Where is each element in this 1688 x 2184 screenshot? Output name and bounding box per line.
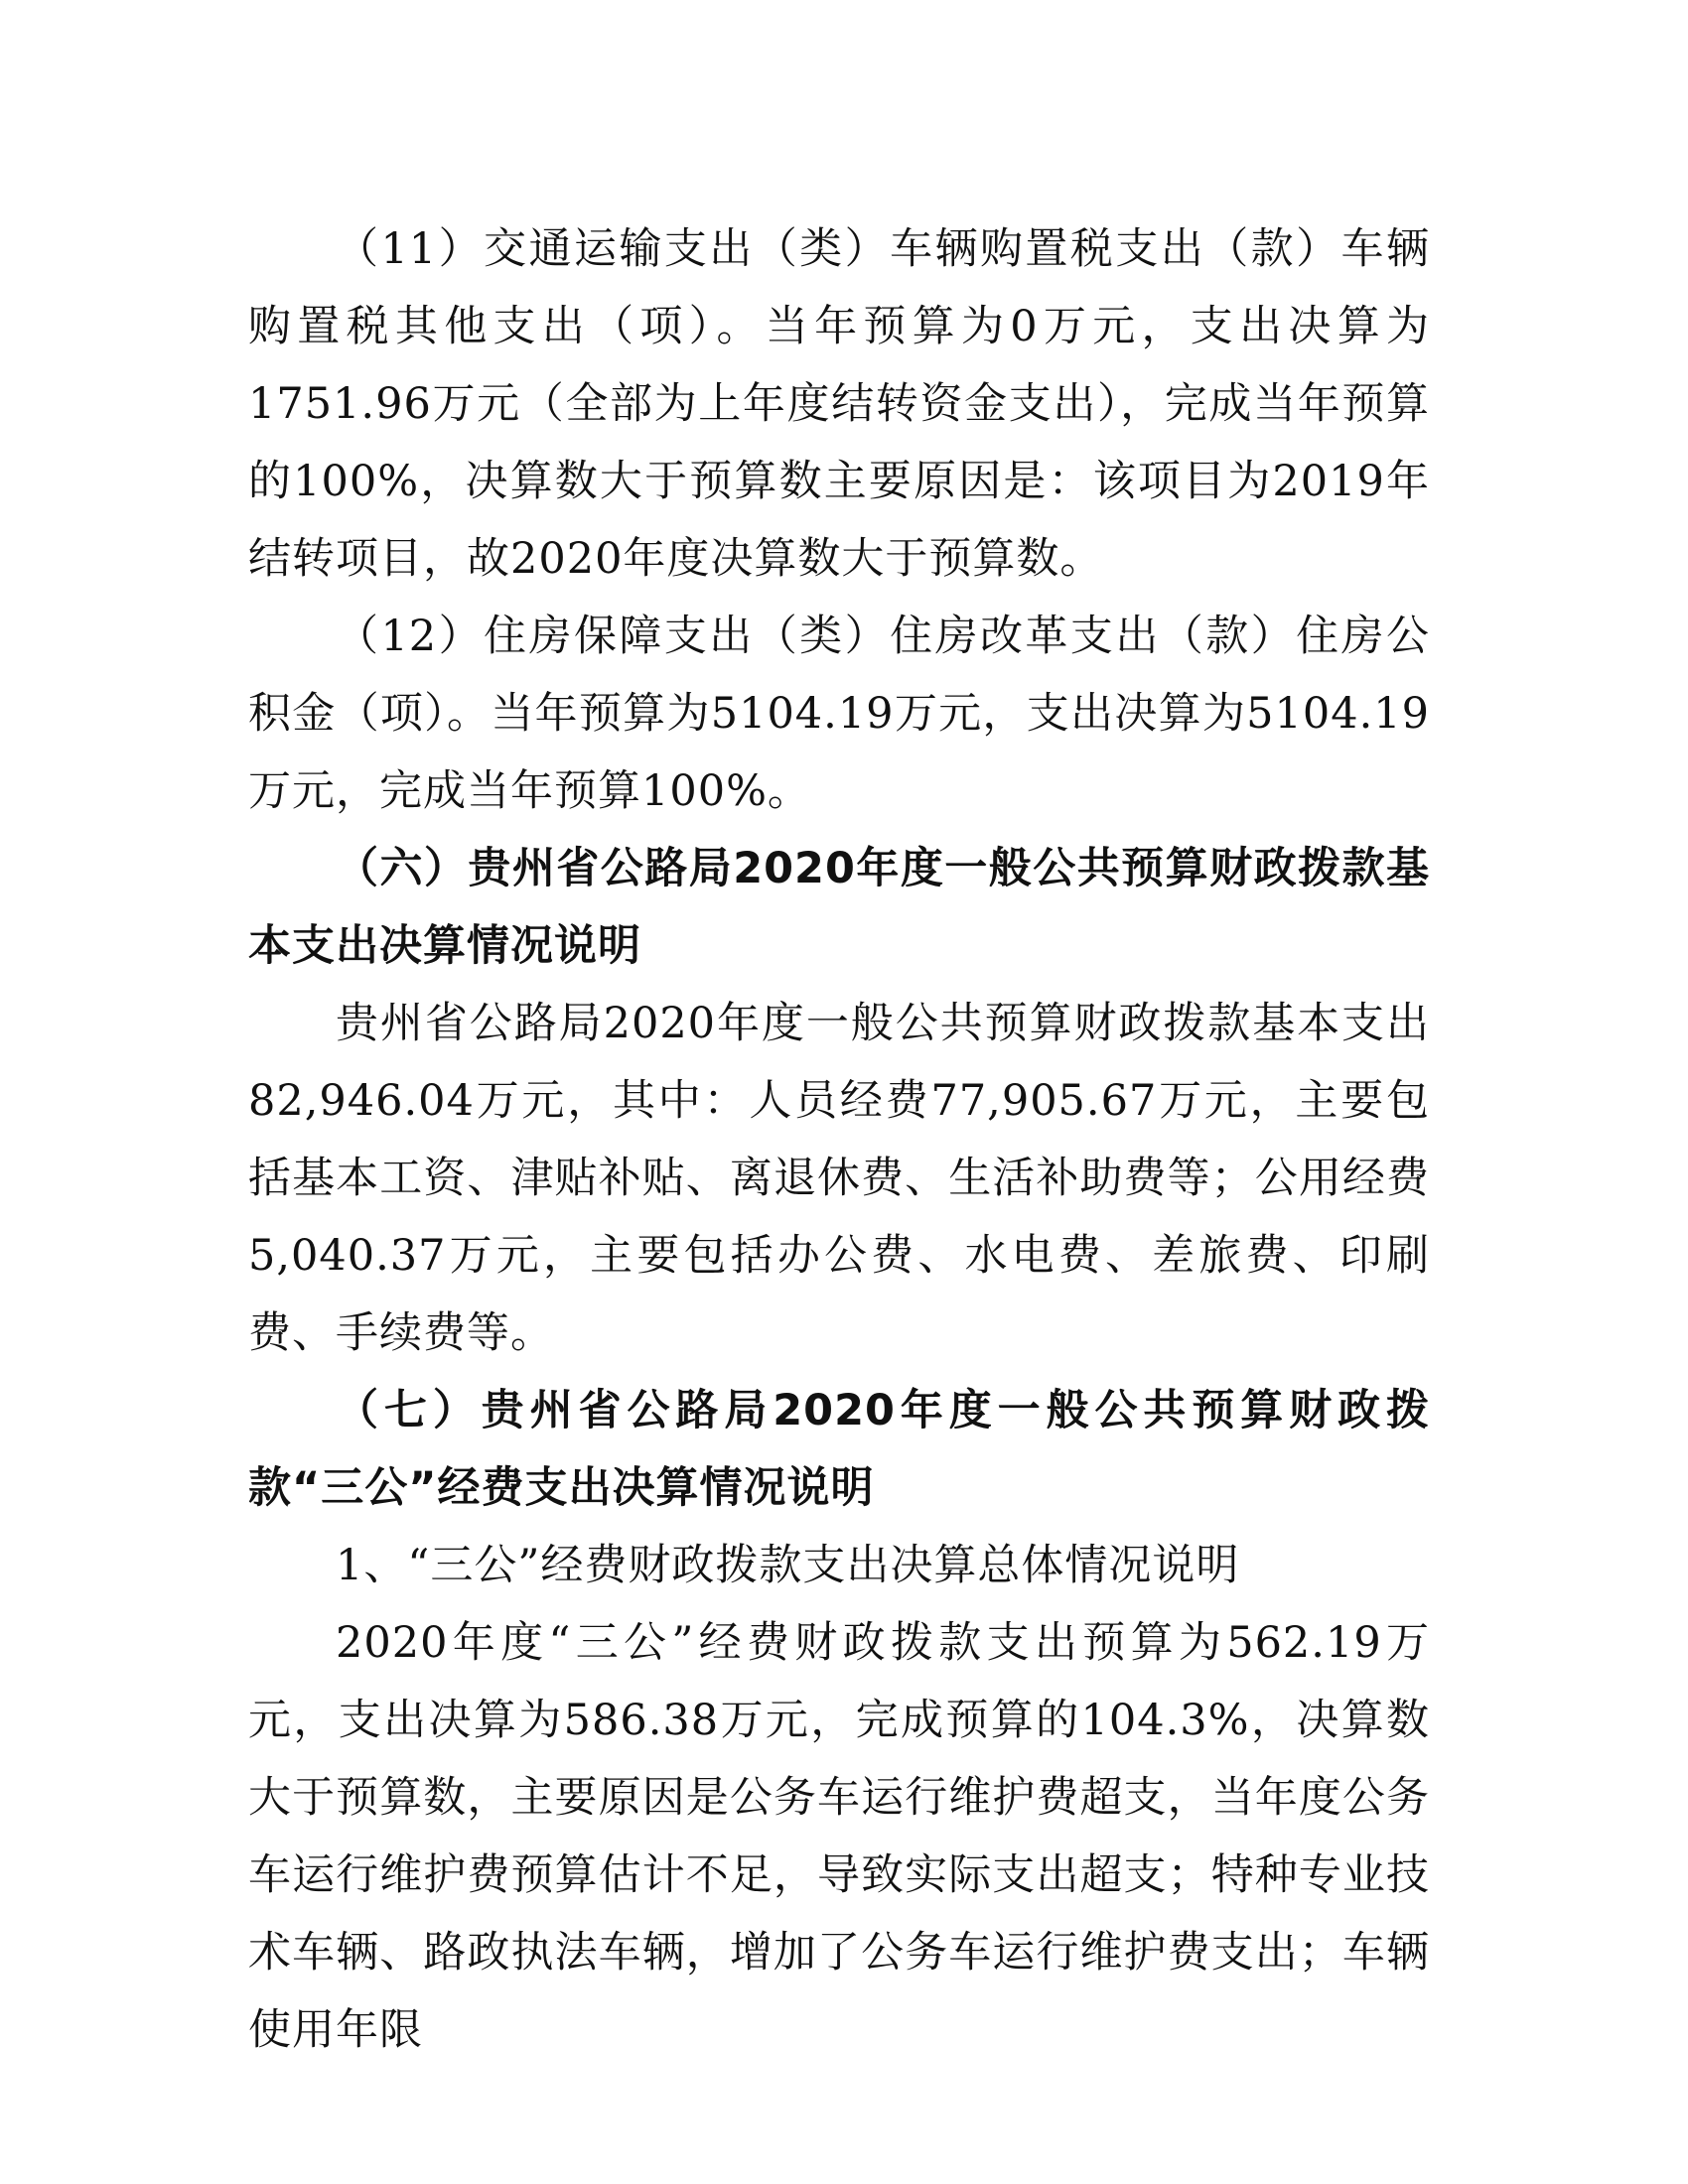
- subheading-three-public-overview: 1、“三公”经费财政拨款支出决算总体情况说明: [336, 1541, 1240, 1590]
- paragraph-12-housing: （12）住房保障支出（类）住房改革支出（款）住房公积金（项）。当年预算为5104.19万元，支出决算为5104.19万元，完成当年预算100%。: [248, 612, 1430, 816]
- section-heading-7: （七）贵州省公路局2020年度一般公共预算财政拨款“三公”经费支出决算情况说明: [248, 1386, 1430, 1513]
- section-heading-6: （六）贵州省公路局2020年度一般公共预算财政拨款基本支出决算情况说明: [248, 844, 1430, 971]
- document-body: [248, 210, 1430, 2069]
- paragraph-11-transport: （11）交通运输支出（类）车辆购置税支出（款）车辆购置税其他支出（项）。当年预算为0万元，支出决算为1751.96万元（全部为上年度结转资金支出），完成当年预算的100%，决算数大于预算数主要原因是：该项目为2019年结转项目，故2020年度决算数大于预算数。: [248, 224, 1430, 584]
- paragraph-basic-expenditure: 贵州省公路局2020年度一般公共预算财政拨款基本支出82,946.04万元，其中：人员经费77,905.67万元，主要包括基本工资、津贴补贴、离退休费、生活补助费等；公用经费5,040.37万元，主要包括办公费、水电费、差旅费、印刷费、手续费等。: [248, 999, 1430, 1358]
- paragraph-three-public-expenditure: 2020年度“三公”经费财政拨款支出预算为562.19万元，支出决算为586.38万元，完成预算的104.3%，决算数大于预算数，主要原因是公务车运行维护费超支，当年度公务车运行维护费预算估计不足，导致实际支出超支；特种专业技术车辆、路政执法车辆，增加了公务车运行维护费支出；车辆使用年限: [248, 1618, 1430, 2055]
